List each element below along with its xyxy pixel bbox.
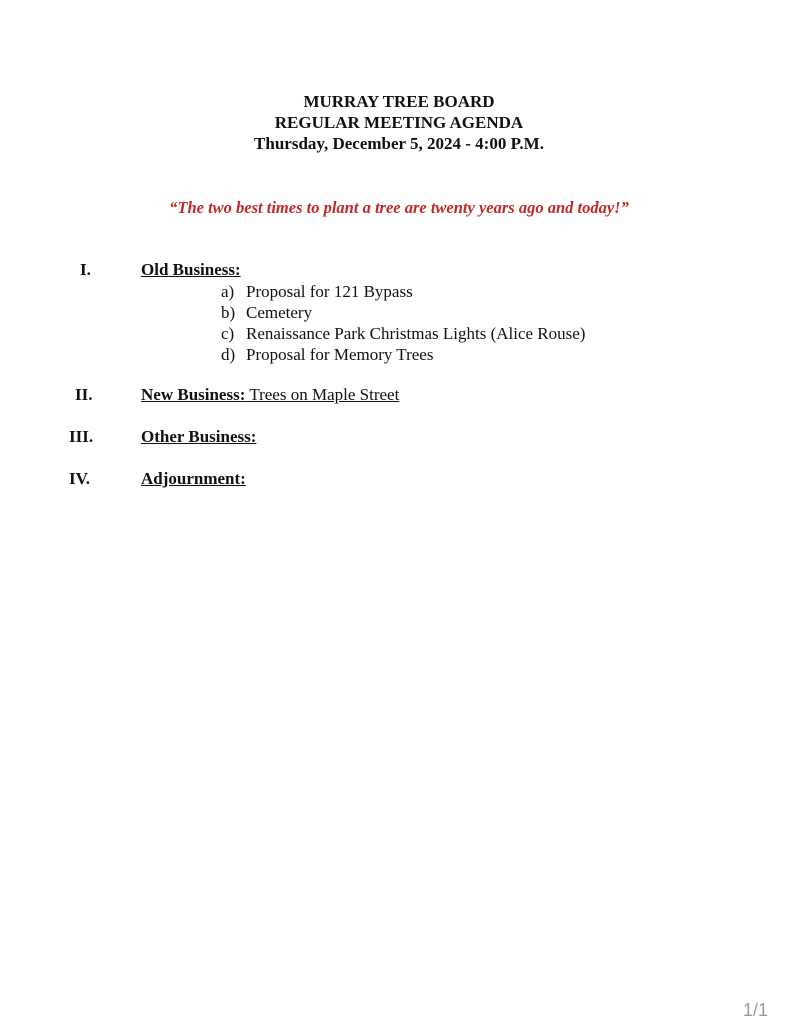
list-item — [221, 344, 585, 365]
list-item-text: Renaissance Park Christmas Lights (Alice Rouse) — [246, 324, 586, 343]
section-numeral-adjournment: IV. — [69, 469, 90, 488]
list-item — [221, 302, 585, 323]
list-item-text: Cemetery — [246, 303, 313, 322]
list-item — [221, 281, 585, 302]
list-item — [221, 323, 585, 344]
section-numeral-other-business: III. — [69, 427, 94, 446]
page-indicator: 1/1 — [742, 1000, 768, 1020]
meeting-date: Thursday, December 5, 2024 - 4:00 P.M. — [254, 134, 544, 153]
list-item-text: Proposal for Memory Trees — [246, 345, 434, 364]
new-business-label: New Business: — [141, 385, 246, 404]
agenda-header — [0, 91, 798, 154]
list-marker: d) — [221, 345, 236, 364]
list-marker: b) — [221, 303, 236, 322]
section-heading-other-business: Other Business: — [141, 427, 257, 446]
section-numeral-old-business: I. — [80, 260, 91, 279]
list-marker: c) — [221, 324, 235, 343]
tree-quote: “The two best times to plant a tree are twenty years ago and today!” — [169, 198, 629, 217]
new-business-text: Trees on Maple Street — [245, 385, 400, 404]
section-numeral-new-business: II. — [75, 385, 93, 404]
section-heading-new-business — [141, 385, 399, 405]
section-heading-adjournment: Adjournment: — [141, 469, 246, 488]
board-name: MURRAY TREE BOARD — [303, 92, 495, 111]
list-item-text: Proposal for 121 Bypass — [246, 282, 413, 301]
meeting-title: REGULAR MEETING AGENDA — [274, 113, 524, 132]
list-marker: a) — [221, 282, 235, 301]
section-heading-old-business: Old Business: — [141, 260, 241, 279]
old-business-list — [221, 281, 585, 365]
